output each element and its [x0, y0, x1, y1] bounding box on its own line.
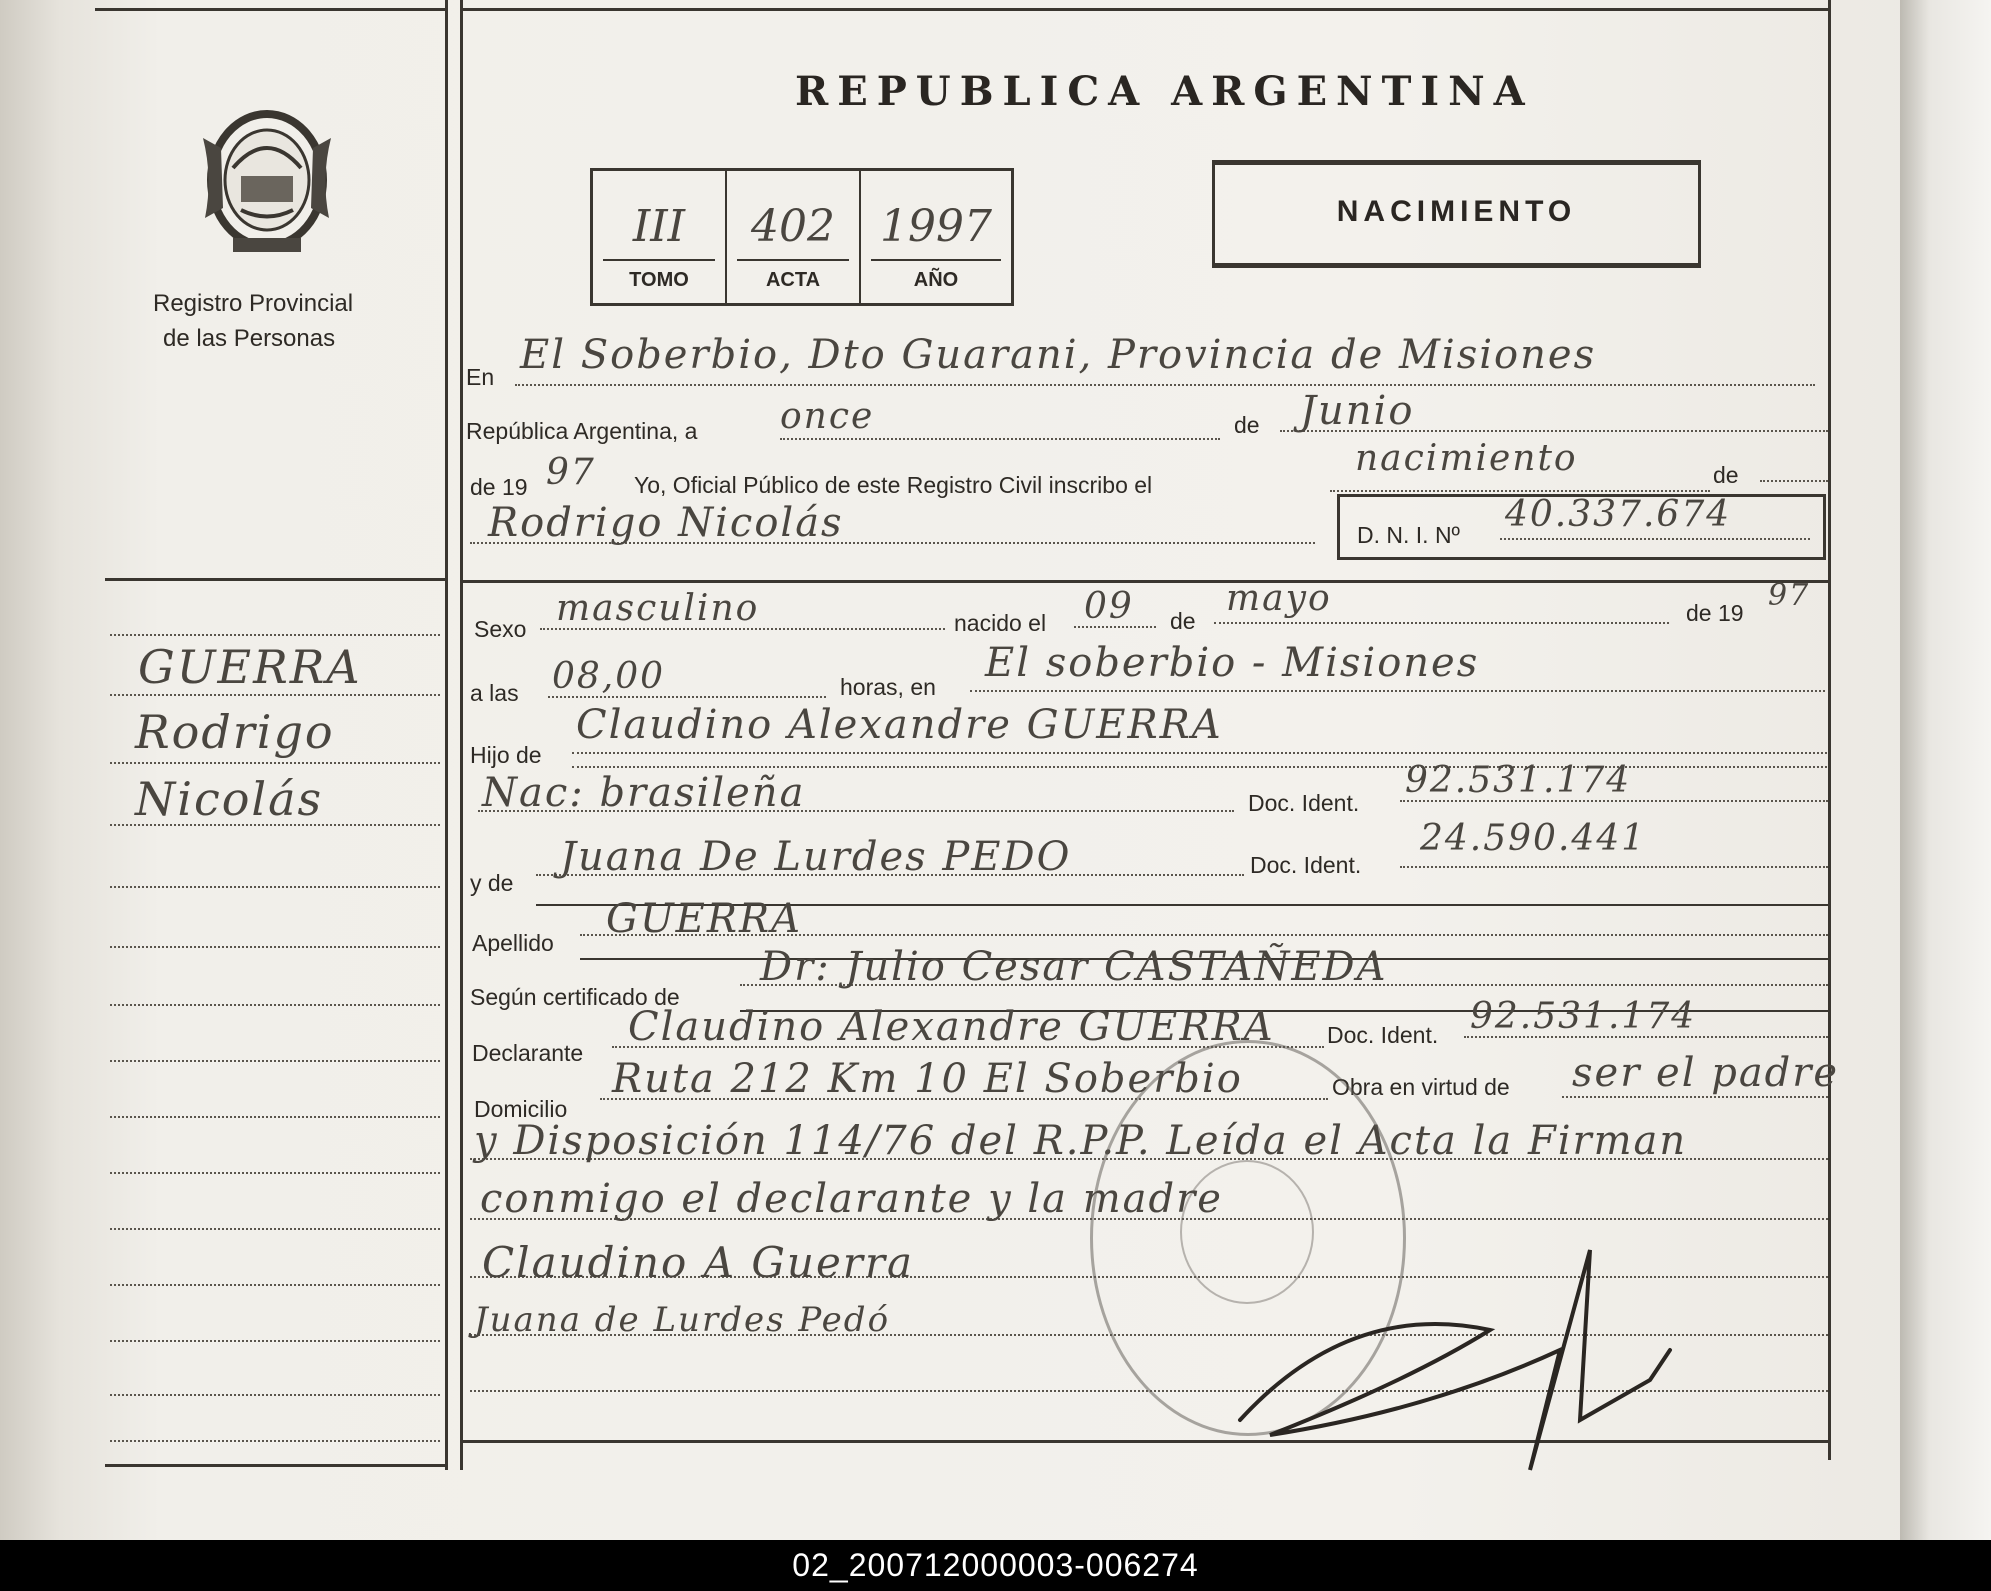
birth-year-suffix-value: 97	[1768, 578, 1811, 613]
field-line	[1400, 866, 1828, 868]
record-reference-box	[590, 168, 1014, 306]
month-value: Junio	[1300, 388, 1415, 434]
act-type: NACIMIENTO	[1336, 195, 1577, 228]
day-words-value: once	[780, 396, 875, 437]
field-line	[1214, 622, 1669, 624]
margin-line	[110, 694, 440, 696]
field-line	[515, 384, 1815, 386]
ano-cell	[861, 171, 1011, 303]
official-signature	[1230, 1220, 1700, 1480]
de-label: de	[1234, 412, 1260, 438]
republica-label: República Argentina, a	[466, 418, 698, 444]
obra-label: Obra en virtud de	[1332, 1074, 1510, 1100]
apellido-label: Apellido	[472, 930, 554, 956]
frame-line	[460, 0, 463, 1470]
registry-name-line2: de las Personas	[163, 325, 336, 352]
field-line	[572, 752, 1827, 754]
segun-label: Según certificado de	[470, 984, 680, 1010]
de-label: de	[1170, 608, 1196, 634]
hijo-label: Hijo de	[470, 742, 542, 768]
margin-line	[110, 1004, 440, 1006]
dni-value: 40.337.674	[1505, 494, 1732, 535]
field-line	[1500, 538, 1810, 540]
field-line	[572, 766, 1827, 768]
horas-label: horas, en	[840, 674, 936, 700]
year-prefix: de 19	[470, 474, 528, 500]
father-value: Claudino Alexandre GUERRA	[576, 702, 1223, 748]
frame-line	[105, 1464, 445, 1467]
file-id-strip: 02_200712000003-006274	[0, 1540, 1991, 1591]
mother-value: Juana De Lurdes PEDO	[560, 834, 1072, 880]
frame-line	[95, 8, 445, 11]
domicilio-label: Domicilio	[474, 1096, 568, 1122]
sexo-label: Sexo	[474, 616, 527, 642]
tomo-value: III	[632, 201, 686, 252]
obra-value: ser el padre	[1572, 1050, 1840, 1096]
margin-line	[110, 886, 440, 888]
nacido-label: nacido el	[954, 610, 1047, 636]
child-name-value: Rodrigo Nicolás	[488, 500, 844, 546]
frame-line	[105, 578, 445, 581]
margin-name-2: Nicolás	[135, 772, 324, 826]
father-nationality-value: Nac: brasileña	[482, 770, 806, 816]
de-label: de	[1713, 462, 1739, 488]
signature-father: Claudino A Guerra	[482, 1238, 914, 1287]
field-line	[1760, 480, 1828, 482]
margin-line	[110, 1116, 440, 1118]
domicilio-value: Ruta 212 Km 10 El Soberbio	[612, 1056, 1243, 1102]
margin-line	[110, 1284, 440, 1286]
doc-label: Doc. Ident.	[1250, 852, 1362, 878]
place-value: El Soberbio, Dto Guarani, Provincia de Misiones	[520, 332, 1597, 378]
tomo-label: TOMO	[629, 269, 689, 291]
margin-surname: GUERRA	[138, 640, 362, 694]
note-line-1: y Disposición 114/76 del R.P.P. Leída el Acta la Firman	[474, 1118, 1688, 1164]
declarante-label: Declarante	[472, 1040, 584, 1066]
frame-line	[460, 8, 1830, 11]
registry-name-line1: Registro Provincial	[153, 290, 354, 317]
margin-line	[110, 1060, 440, 1062]
margin-line	[110, 1172, 440, 1174]
frame-line	[445, 0, 448, 1470]
acta-label: ACTA	[765, 269, 821, 291]
birth-day-value: 09	[1084, 586, 1134, 627]
birth-place-value: El soberbio - Misiones	[985, 640, 1480, 686]
hour-value: 08,00	[552, 656, 666, 697]
margin-line	[110, 1440, 440, 1442]
event-value: nacimiento	[1355, 438, 1578, 479]
margin-line	[110, 946, 440, 948]
a-las-label: a las	[470, 680, 519, 706]
declarante-doc-value: 92.531.174	[1470, 996, 1697, 1037]
year-suffix-value: 97	[546, 452, 596, 493]
tomo-cell	[593, 171, 727, 303]
en-label: En	[466, 364, 495, 390]
declarante-value: Claudino Alexandre GUERRA	[628, 1004, 1275, 1050]
ano-value: 1997	[880, 201, 992, 252]
margin-line	[110, 762, 440, 764]
ano-label: AÑO	[913, 269, 959, 291]
mother-doc-value: 24.590.441	[1420, 818, 1647, 859]
father-doc-value: 92.531.174	[1405, 760, 1632, 801]
sexo-value: masculino	[556, 588, 760, 629]
frame-line	[460, 580, 1830, 583]
misiones-seal-icon	[193, 98, 341, 260]
field-line	[1562, 1096, 1828, 1098]
acta-cell	[727, 171, 861, 303]
field-line	[970, 690, 1825, 692]
doctor-value: Dr: Julio Cesar CASTAÑEDA	[760, 944, 1388, 990]
page-edge	[1900, 0, 1991, 1540]
birth-month-value: mayo	[1226, 578, 1332, 619]
note-line-2: conmigo el declarante y la madre	[480, 1176, 1223, 1222]
field-line	[780, 438, 1220, 440]
dni-label: D. N. I. Nº	[1357, 522, 1460, 548]
birth-year-prefix: de 19	[1686, 600, 1744, 626]
margin-line	[110, 1394, 440, 1396]
acta-value: 402	[751, 201, 835, 252]
margin-line	[110, 634, 440, 636]
field-line	[1330, 490, 1710, 492]
act-type-box	[1212, 160, 1701, 268]
margin-line	[110, 1340, 440, 1342]
country-title: REPUBLICA ARGENTINA	[795, 68, 1534, 115]
frame-line	[1828, 0, 1831, 1460]
margin-name-1: Rodrigo	[135, 705, 335, 759]
doc-label: Doc. Ident.	[1327, 1022, 1439, 1048]
margin-line	[110, 1228, 440, 1230]
y-de-label: y de	[470, 870, 514, 896]
apellido-value: GUERRA	[606, 896, 802, 942]
doc-label: Doc. Ident.	[1248, 790, 1360, 816]
oficial-label: Yo, Oficial Público de este Registro Civil inscribo el	[634, 472, 1153, 498]
signature-mother: Juana de Lurdes Pedó	[474, 1300, 891, 1340]
